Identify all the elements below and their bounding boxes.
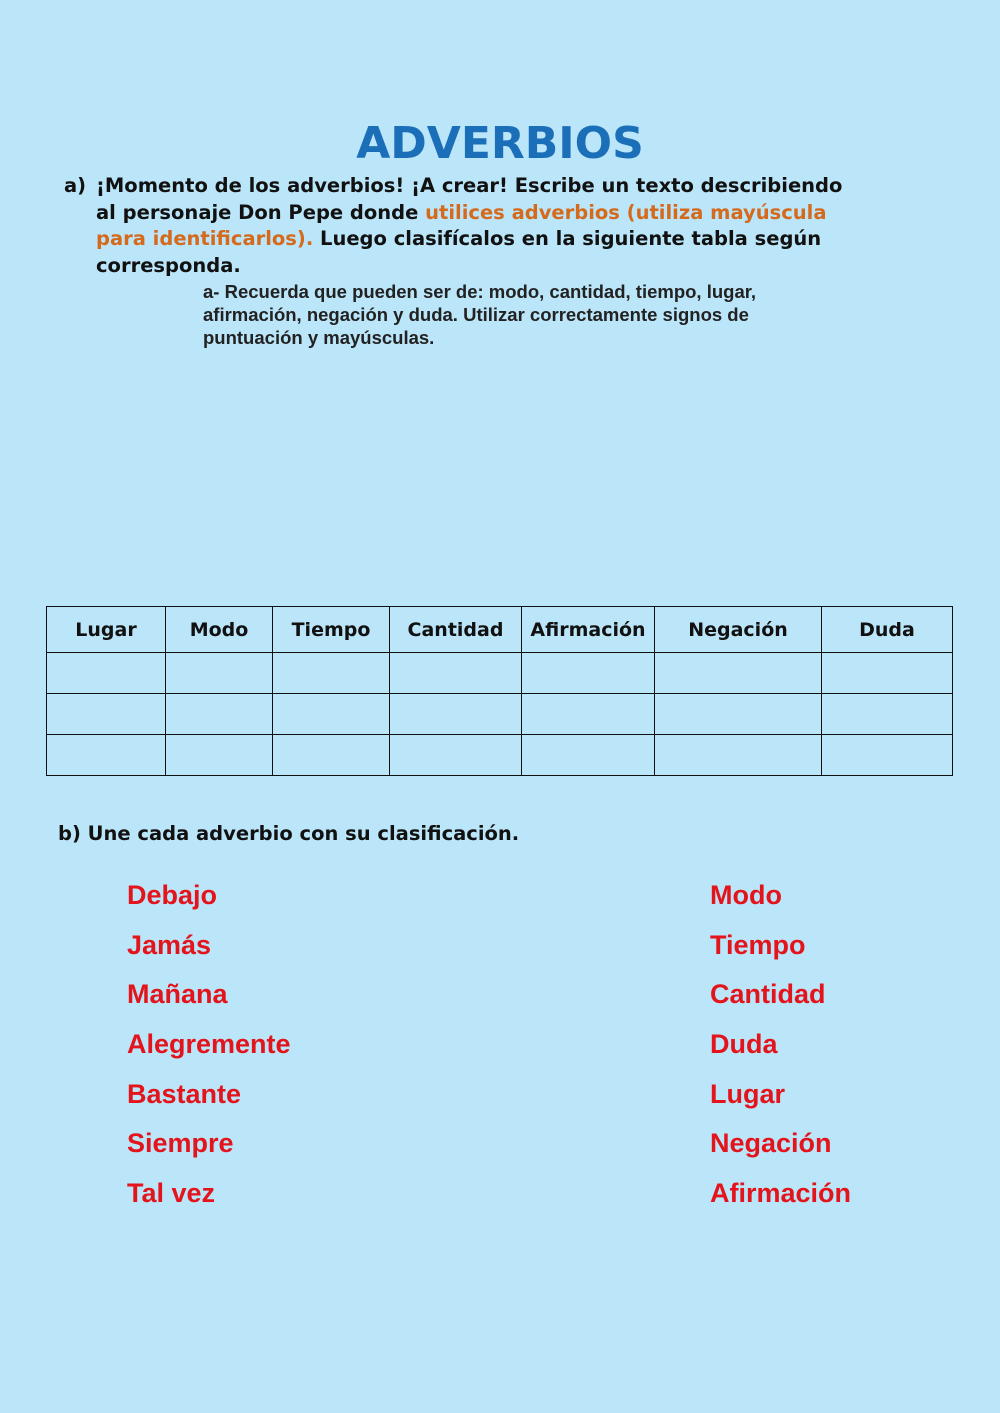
classification-table: [46, 606, 953, 776]
table-cell[interactable]: [522, 653, 655, 694]
table-cell[interactable]: [822, 694, 953, 735]
table-cell[interactable]: [47, 694, 166, 735]
classification-list: [710, 876, 851, 1224]
classification-item[interactable]: Duda: [710, 1029, 778, 1060]
adverb-item[interactable]: Bastante: [127, 1078, 242, 1109]
classification-item[interactable]: Lugar: [710, 1078, 786, 1109]
adverb-item[interactable]: Tal vez: [127, 1178, 216, 1209]
adverb-item[interactable]: Debajo: [127, 880, 218, 910]
table-cell[interactable]: [390, 694, 522, 735]
table-header-modo: Modo: [166, 607, 273, 653]
classification-item[interactable]: Modo: [710, 880, 782, 910]
table-cell[interactable]: [522, 694, 655, 735]
table-row: [47, 653, 953, 694]
table-header-afirmacion: Afirmación: [522, 607, 655, 653]
table-cell[interactable]: [166, 694, 273, 735]
table-row: [47, 694, 953, 735]
table-cell[interactable]: [273, 735, 390, 776]
table-cell[interactable]: [822, 735, 953, 776]
adverb-item[interactable]: Siempre: [127, 1128, 234, 1159]
adverb-item[interactable]: Mañana: [127, 979, 228, 1010]
table-header-row: [47, 607, 953, 653]
table-cell[interactable]: [655, 694, 822, 735]
task-a-marker: a): [64, 174, 87, 197]
table-cell[interactable]: [655, 735, 822, 776]
reminder-note: a- Recuerda que pueden ser de: modo, cantidad, tiempo, lugar, afirmación, negación y duda. Utilizar correctamente signos de puntuación y mayúsculas.: [203, 281, 757, 348]
table-cell[interactable]: [390, 735, 522, 776]
table-cell[interactable]: [166, 653, 273, 694]
table-header-duda: Duda: [822, 607, 953, 653]
table-cell[interactable]: [522, 735, 655, 776]
table-cell[interactable]: [273, 653, 390, 694]
classification-item[interactable]: Cantidad: [710, 979, 826, 1010]
task-a-text-start: ¡Momento de los adverbios! ¡A crear! Escribe un texto describiendo al personaje Don Pepe donde: [96, 174, 843, 224]
table-cell[interactable]: [47, 735, 166, 776]
table-cell[interactable]: [390, 653, 522, 694]
table-row: [47, 735, 953, 776]
table-cell[interactable]: [166, 735, 273, 776]
table-header-cantidad: Cantidad: [390, 607, 522, 653]
table-header-negacion: Negación: [655, 607, 822, 653]
table-cell[interactable]: [47, 653, 166, 694]
task-a-highlight: utilices adverbios (utiliza mayúscula para identificarlos).: [96, 200, 827, 250]
table-cell[interactable]: [655, 653, 822, 694]
table-cell[interactable]: [822, 653, 953, 694]
task-b-instructions: b) Une cada adverbio con su clasificación.: [58, 822, 520, 845]
task-a-instructions: [64, 173, 864, 279]
page-title: ADVERBIOS: [356, 118, 644, 169]
task-a-text-end: Luego clasifícalos en la siguiente tabla según corresponda.: [96, 227, 822, 277]
table-cell[interactable]: [273, 694, 390, 735]
table-header-lugar: Lugar: [47, 607, 166, 653]
adverb-item[interactable]: Jamás: [127, 929, 212, 960]
classification-item[interactable]: Negación: [710, 1128, 832, 1159]
classification-item[interactable]: Afirmación: [710, 1178, 852, 1209]
adverb-list: [127, 876, 291, 1224]
table-header-tiempo: Tiempo: [273, 607, 390, 653]
adverb-item[interactable]: Alegremente: [127, 1029, 291, 1060]
classification-item[interactable]: Tiempo: [710, 929, 806, 960]
